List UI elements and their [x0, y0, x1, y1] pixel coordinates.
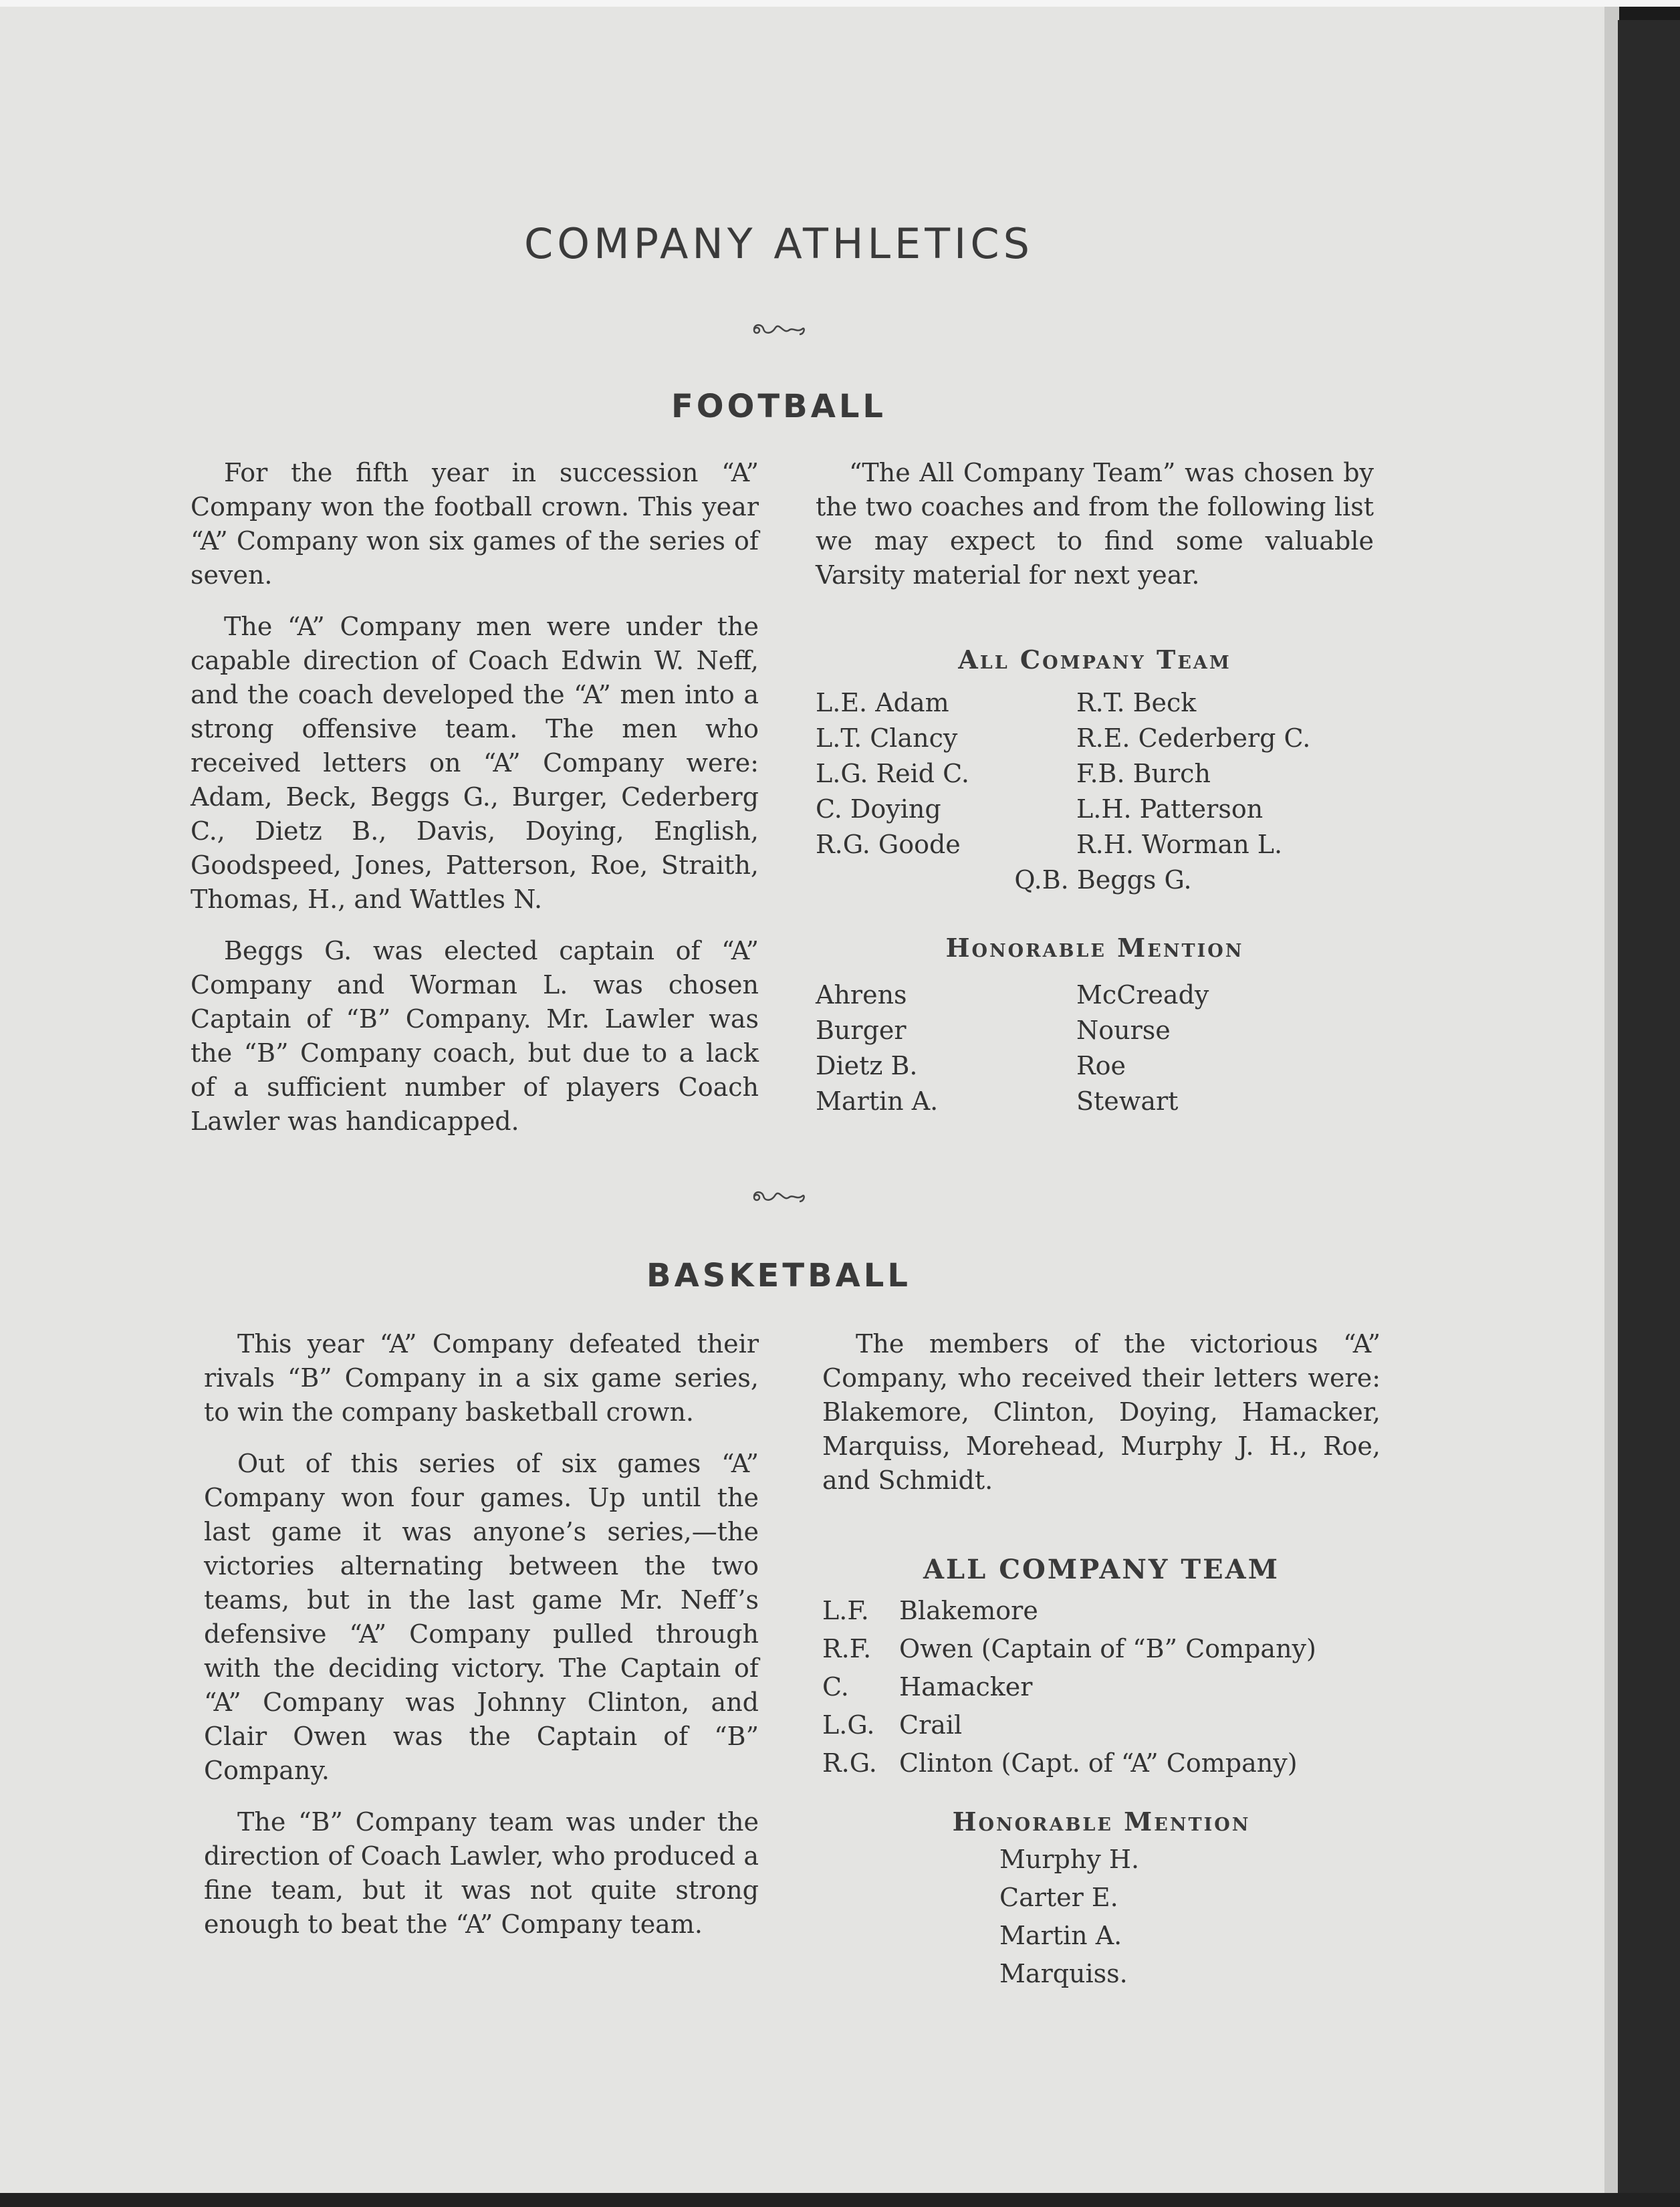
football-left-column	[191, 456, 759, 1156]
page-title: COMPANY ATHLETICS	[524, 219, 1034, 268]
basketball-honorable-mention-list	[822, 1841, 1381, 1993]
position: L.G.	[822, 1710, 875, 1740]
roster-entry: R.H. Worman L.	[1076, 830, 1283, 859]
honorable-entry: Murphy H.	[999, 1845, 1140, 1874]
scan-bottom-edge	[0, 2193, 1680, 2207]
roster-entry: C. Doying	[816, 794, 941, 824]
player: Hamacker	[899, 1672, 1033, 1702]
paragraph: The members of the victorious “A” Company, who received their letters were: Blakemore, Clinton, Doying, Hamacker, Marquiss, Morehead, Murphy J. H., Roe, and Schmidt.	[822, 1329, 1381, 1495]
roster-row	[822, 1668, 1381, 1706]
paragraph: “The All Company Team” was chosen by the two coaches and from the following list we may expect to find some valuable Varsity material for next year.	[816, 458, 1374, 590]
book-spine	[1618, 20, 1680, 2207]
player: Crail	[899, 1710, 963, 1740]
roster-entry: R.T. Beck	[1076, 688, 1197, 717]
honorable-entry: Burger	[816, 1016, 907, 1045]
page-top-edge	[0, 0, 1680, 7]
paragraph: For the fifth year in succession “A” Company won the football crown. This year “A” Company won six games of the series of seven.	[191, 458, 759, 590]
basketball-team-roster	[822, 1592, 1381, 1782]
honorable-mention-title: Honorable Mention	[952, 1807, 1251, 1837]
page-binding-shadow	[1604, 7, 1619, 2193]
roster-entry: L.E. Adam	[816, 688, 949, 717]
football-honorable-mention-list	[816, 977, 1374, 1119]
ornament-divider-icon	[749, 320, 809, 340]
position: R.F.	[822, 1634, 872, 1663]
honorable-entry: Nourse	[1076, 1016, 1171, 1045]
honorable-mention-title: Honorable Mention	[945, 933, 1244, 963]
roster-entry: R.E. Cederberg C.	[1076, 723, 1311, 753]
paragraph: The “B” Company team was under the direction of Coach Lawler, who produced a fine team, but it was not quite strong enough to beat the “A” Company team.	[204, 1807, 759, 1939]
quarterback-entry: Q.B. Beggs G.	[1014, 865, 1192, 895]
roster-entry: L.T. Clancy	[816, 723, 958, 753]
paragraph: Beggs G. was elected captain of “A” Company and Worman L. was chosen Captain of “B” Company. Mr. Lawler was the “B” Company coach, but due to a lack of a sufficient number of players Coach Lawler was handicapped.	[191, 936, 759, 1136]
roster-row	[822, 1630, 1381, 1668]
honorable-entry: Roe	[1076, 1051, 1126, 1080]
roster-entry: F.B. Burch	[1076, 759, 1211, 788]
ornament-divider-icon	[749, 1187, 809, 1207]
basketball-left-column	[204, 1327, 759, 1959]
position: C.	[822, 1672, 849, 1702]
honorable-entry: Ahrens	[816, 980, 907, 1010]
football-heading: FOOTBALL	[671, 388, 887, 425]
player: Owen (Captain of “B” Company)	[899, 1634, 1316, 1663]
roster-row	[822, 1592, 1381, 1630]
player: Blakemore	[899, 1596, 1038, 1625]
roster-row	[822, 1744, 1381, 1782]
paragraph: The “A” Company men were under the capable direction of Coach Edwin W. Neff, and the coach developed the “A” men into a strong offensive team. The men who received letters on “A” Company were: Adam, Beck, Beggs G., Burger, Cederberg C., Dietz B., Davis, Doying, English, Goodspeed, Jones, Patterson, Roe, Straith, Thomas, H., and Wattles N.	[191, 612, 759, 914]
honorable-entry: Martin A.	[999, 1921, 1122, 1950]
position: R.G.	[822, 1748, 877, 1778]
roster-entry: R.G. Goode	[816, 830, 961, 859]
player: Clinton (Capt. of “A” Company)	[899, 1748, 1298, 1778]
document-page	[0, 7, 1618, 2193]
paragraph: This year “A” Company defeated their rivals “B” Company in a six game series, to win the company basketball crown.	[204, 1329, 759, 1427]
basketball-right-column	[822, 1327, 1381, 1993]
football-right-column	[816, 456, 1374, 1119]
honorable-entry: McCready	[1076, 980, 1209, 1010]
honorable-entry: Marquiss.	[999, 1959, 1128, 1988]
football-team-roster	[816, 685, 1374, 862]
honorable-entry: Stewart	[1076, 1086, 1179, 1116]
honorable-entry: Dietz B.	[816, 1051, 918, 1080]
honorable-entry: Martin A.	[816, 1086, 939, 1116]
paragraph: Out of this series of six games “A” Company won four games. Up until the last game it was anyone’s series,—the victories alternating between the two teams, but in the last game Mr. Neff’s defensive “A” Company pulled through with the deciding victory. The Captain of “A” Company was Johnny Clinton, and Clair Owen was the Captain of “B” Company.	[204, 1449, 759, 1785]
roster-entry: L.H. Patterson	[1076, 794, 1264, 824]
roster-entry: L.G. Reid C.	[816, 759, 969, 788]
basketball-heading: BASKETBALL	[646, 1257, 911, 1294]
all-company-team-title: ALL COMPANY TEAM	[923, 1554, 1280, 1585]
all-company-team-title: All Company Team	[958, 645, 1231, 675]
roster-row	[822, 1706, 1381, 1744]
honorable-entry: Carter E.	[999, 1883, 1118, 1912]
position: L.F.	[822, 1596, 869, 1625]
